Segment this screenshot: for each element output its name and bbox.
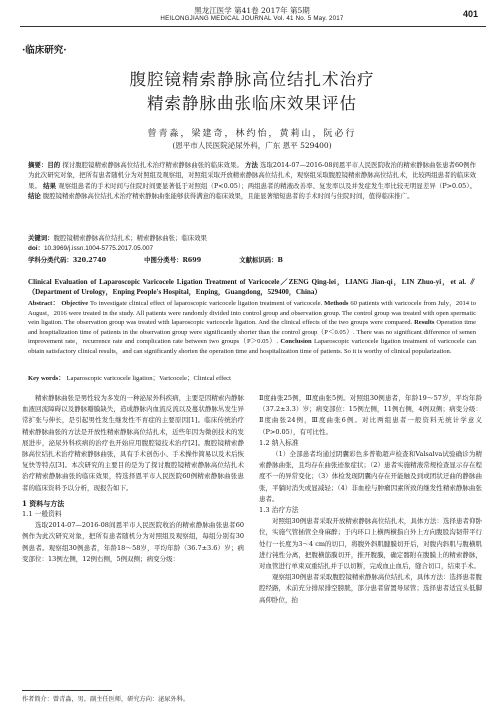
header-rule — [20, 26, 486, 27]
en-objective-text: To investigate clinical effect of laparoscopic varicocele ligation treatment of varicocele. — [90, 300, 323, 307]
subsection-heading-treatment: 1.3 治疗方法 — [259, 506, 299, 515]
affiliation: (恩平市人民医院泌尿外科，广东 恩平 529400) — [172, 141, 332, 150]
section-heading-methods: 1 资料与方法 — [22, 498, 65, 508]
method-label: 方法 — [245, 161, 258, 169]
body-column-left — [22, 393, 244, 565]
inclusion-paragraph: （1）全部患者均通过阴囊彩色多普勒超声检查和Valsalva试验确诊为精索静脉曲张，且均存在曲张迹象症状；（2）患者实施精液常规检查显示存在程度不一的异常变化；（3）体检发现阴囊内存在开能触及到或团状迂曲的静脉曲张，平躺时消失或显减轻；（4）非血栓与肿瘤因素所致的继发性精索静脉曲张患者。 — [259, 450, 482, 503]
article-title-line2: 精索静脉曲张临床效果评估 — [147, 94, 357, 113]
article-title-line1: 腹腔镜精索静脉高位结扎术治疗 — [129, 70, 375, 89]
doc-code-label: 文献标识码： — [239, 256, 278, 264]
en-abstract-label: Abstract： — [28, 300, 60, 307]
page-number: 401 — [462, 9, 478, 19]
objective-text: 探讨腹腔镜精索静脉高位结扎术治疗精索静脉曲张的临床效果。 — [62, 161, 243, 169]
en-conclusion-text: Laparoscopic varicocele ligation treatment of varicocele can obtain satisfactory clinical results，and can significantly shorten the operation time and hospitalization time of patients. So it is worthy of clinical popularization. — [28, 338, 477, 355]
en-conclusion-label: Conclusion — [280, 338, 312, 345]
english-keywords — [28, 374, 476, 384]
subject-code — [28, 256, 106, 264]
english-title: Clinical Evaluation of Laparoscopic Varicocele Ligation Treatment of Varicocele／ZENG Qing-lei，LIANG Jian-qi，LIN Zhuo-yi，et al. ∥（Department of Urology，Enping People's Hospital，Enping，Guangdong，529400，China） — [28, 278, 476, 297]
subject-code-value: 320.2740 — [72, 256, 107, 264]
doi-label: doi： — [28, 245, 44, 252]
en-objective-label: Objective — [61, 300, 89, 307]
subsection-heading-inclusion: 1.2 纳入标准 — [259, 438, 299, 447]
objective-label: 目的 — [47, 161, 61, 169]
authors: 曾青淼，梁建奇，林约怡，黄莉山，阮必行 — [147, 129, 357, 139]
keywords-cn-label: 关键词： — [28, 234, 54, 242]
english-abstract — [28, 299, 476, 356]
result-text: 观察组患者的手术时间与住院时间要显著低于对照组（P<0.05）；两组患者的精液改善率、复发率以及并发症发生率比较无明显差异（P>0.05）。 — [58, 181, 477, 190]
section-tag: ·临床研究· — [22, 45, 67, 56]
en-keywords-label: Key words： — [28, 375, 65, 382]
en-methods-label: Methods — [324, 300, 349, 307]
author-footnote: 作者简介：曾青淼，男，副主任医师，研究方向：泌尿外科。 — [22, 696, 190, 703]
journal-title-en: HEILONGJIANG MEDICAL JOURNAL Vol. 41 No. 5 May. 2017 — [160, 15, 344, 22]
result-label: 结果 — [43, 181, 57, 190]
method-text: 选取2014-07—2016-08间恩平市人民医院收治的精索静脉曲张患者60例作为此次研究对象，把所有患者随机分为对照组及观察组，对照组采取开放精索静脉高位结扎术，观察组采取腹腔镜精索静脉高位结扎术，比较两组患者的临床效果。 — [28, 161, 476, 190]
clc-code-label: 中图分类号： — [144, 256, 183, 264]
doi-text: 10.3969/j.issn.1004-5775.2017.05.007 — [43, 245, 154, 252]
keywords-cn-text: 腹腔镜精索静脉高位结扎术；精索静脉曲张；临床效果 — [53, 234, 207, 242]
general-data-continued: Ⅱ度曲张25例，Ⅲ度曲张5例。对照组30例患者，年龄19～57岁，平均年龄（37.2±3.3）岁；病变部位：15例左侧，11例右侧，4例双侧；病变分级：Ⅱ度曲张24例，Ⅲ度曲张6例。对比两组患者一般资料无统计学意义（P>0.05），有可比性。 — [259, 394, 482, 436]
abstract-cn — [28, 160, 476, 202]
intro-paragraph: 精索静脉曲张是男性较为多发的一种泌尿外科疾病，主要是因精索内静脉血液回流障碍以及静脉瓣膜缺失，造成静脉内血流反流以及蔓状静脉丛发生异常扩张与伸长，是引起男性发生继发性不育症的主要原因[1]。临床传统治疗精索静脉曲张的方法是开放性精索静脉高位结扎术，近些年因为微创技术的发展进步，泌尿外科疾病的治疗也开始应用腹腔镜技术治疗[2]。腹腔镜精索静脉高位结扎术治疗精索静脉曲张，具有手术创伤小、手术操作简易以及术后恢复快等特点[3]。本次研究的主要目的是为了探讨腹腔镜精索静脉高位结扎术治疗精索静脉曲张的临床效果，特选择恩平市人民医院60例精索静脉曲张患者的临床资料予以分析，现报告如下。 — [22, 394, 244, 492]
en-results-label: Results — [414, 319, 435, 326]
en-keywords-text: Laparoscopic varicocele ligation；Varicocele；Clinical effect — [66, 375, 231, 382]
general-data-paragraph: 选取2014-07—2016-08间恩平市人民医院收治的精索静脉曲张患者60例作为此次研究对象，把所有患者随机分为对照组及观察组，每组分别有30例患者。观察组30例患者，年龄18～58岁，平均年龄（36.7±3.6）岁；病变部位：13例左侧，12例右侧，5例双侧；病变分级： — [22, 521, 244, 563]
en-results-text: Operation time and hospitalization time of patients in the observation group were significantly shorter than the control group（P＜0.05）. There was no significant difference of semen improvement rate，recurrence rate and complication rate between two groups（P＞0.05）. — [28, 319, 476, 345]
doc-code-value: B — [277, 256, 283, 264]
clc-code-value: R699 — [182, 256, 202, 264]
running-head — [0, 4, 504, 30]
classification-line — [28, 255, 476, 265]
doi-line — [28, 244, 476, 254]
doc-code — [239, 256, 283, 264]
footnote-rule — [22, 690, 112, 691]
conclusion-label: 结论 — [28, 192, 41, 201]
journal-title-cn: 黑龙江医学 第41卷 2017年 第5期 — [194, 6, 310, 15]
body-column-right — [259, 393, 482, 606]
control-method-paragraph: 对照组30例患者采取开放精索静脉高位结扎术，具体方法：选择患者仰卧位，实施气管插管全身麻醉；于内环口上横两横指自外上方向腹股沟韧带平行处行一长度为3～4 cm的切口，将腹外斜肌腱膜切开后，对腹内斜肌与腹横肌进行钝性分离，把腹横筋膜切开，推开腹膜，确定髂附在腹膜上的精索静脉，对血管进行单束双重结扎并于以切断，完成血止血后，缝合切口，结束手术。 — [259, 517, 482, 571]
conclusion-text: 腹腔镜精索静脉高位结扎术治疗精索静脉曲张能够获得满意的临床效果，且能显著缩短患者的手术时间与住院时间，值得临床推广。 — [42, 192, 414, 201]
observation-method-paragraph: 观察组30例患者采取腹腔镜精索静脉高位结扎术，具体方法：选择患者腹腔经路，术前充分排尿排空膀胱，部分患者留置导尿管；选择患者适宜头低脚高仰卧位，抬 — [259, 573, 482, 604]
clc-code — [144, 256, 201, 264]
subject-code-label: 学科分类代码： — [28, 256, 73, 264]
keywords-cn — [28, 233, 476, 243]
abstract-label: 摘要： — [28, 161, 48, 169]
subsection-heading-general: 1.1 一般资料 — [22, 510, 62, 519]
en-methods-text: 60 patients with varicocele from July，2014 to August，2016 were treated in the study. All patients were randomly divided into control group and observation group. The control group was treated with open spermatic vein ligation. The observation group was treated with laparoscopic varicocele ligation. And the clinical effects of the two groups were compared. — [28, 300, 477, 326]
